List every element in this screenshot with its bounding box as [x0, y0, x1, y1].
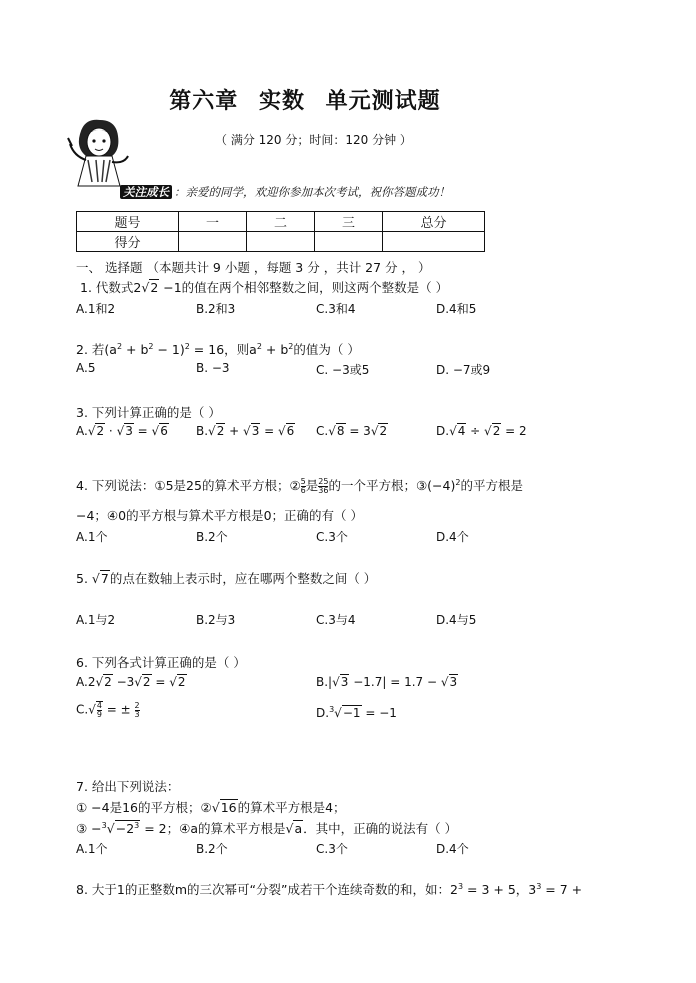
- question-3: 3. 下列计算正确的是（ ）: [76, 405, 221, 420]
- option-a: A.5: [76, 361, 96, 375]
- radicand: 2: [150, 280, 159, 295]
- opt-text: −1.7| = 1.7 −: [349, 675, 441, 689]
- score-input-cell[interactable]: [383, 232, 485, 252]
- radicand: 16: [220, 800, 237, 815]
- q-text: ① −4是16的平方根；②: [76, 800, 212, 815]
- option-b: B.2与3: [196, 613, 236, 627]
- title-part: 单元测试题: [325, 88, 441, 114]
- radicand: 3: [125, 424, 133, 438]
- q-text: ．其中，正确的说法有（ ）: [303, 821, 458, 836]
- opt-text: =: [151, 675, 170, 689]
- table-cell: 一: [179, 212, 247, 232]
- denominator: 9: [96, 710, 102, 719]
- q-text: 5.: [76, 571, 92, 586]
- radicand: 3: [449, 675, 458, 689]
- option-d: D.4个: [436, 842, 469, 856]
- slogan-tag: 关注成长: [120, 185, 172, 199]
- option-d: D.4个: [436, 530, 469, 544]
- table-row: [77, 212, 485, 232]
- option-c: C.3个: [316, 530, 348, 544]
- fraction: [96, 701, 103, 719]
- title-part: 实数: [258, 88, 305, 114]
- radicand: 2: [492, 424, 501, 438]
- question-4-line2: −4；④0的平方根与算术平方根是0；正确的有（ ）: [76, 508, 364, 523]
- q-text: 的平方根是: [460, 478, 523, 493]
- q-text: −1的值在两个相邻整数之间，则这两个整数是（ ）: [159, 280, 449, 295]
- option-d: D.4和5: [436, 302, 477, 316]
- q-text: ③ −: [76, 821, 102, 836]
- q-text: 的一个平方根；③(−4): [328, 478, 456, 493]
- radicand: 6: [286, 424, 295, 438]
- q-text: − 1): [153, 342, 185, 357]
- question-5: 5. √7的点在数轴上表示时，应在哪两个整数之间（ ）: [76, 571, 377, 586]
- q-text: 是: [305, 478, 319, 493]
- opt-text: = −1: [361, 706, 397, 720]
- question-2: 2. 若$(a^2 + b^2 - 1)^2 = 16$，则$a^2 + b^2$的值为（ ）: [76, 341, 360, 357]
- q-text: 的算术平方根是4；: [237, 800, 346, 815]
- option-b: B.2和3: [196, 302, 236, 316]
- radicand: 7: [100, 571, 109, 586]
- opt-text: D.: [436, 424, 450, 438]
- fraction: [135, 702, 140, 719]
- table-cell: 得分: [77, 232, 179, 252]
- option-c: C.√8 = 3√2: [316, 424, 388, 438]
- opt-text: ÷: [466, 424, 485, 438]
- radicand: 2: [216, 424, 225, 438]
- option-a: A.1个: [76, 530, 108, 544]
- opt-text: B.: [196, 424, 209, 438]
- option-b: B. −3: [196, 361, 230, 375]
- radicand: 2: [104, 675, 112, 689]
- radicand: −1: [342, 706, 361, 720]
- radicand: 2: [379, 424, 388, 438]
- q-text: = 2；④a的算术平方根是: [140, 821, 286, 836]
- question-4: 4. 下列说法：①5是25的算术平方根；② $\frac{5}{6}$ 是 $\frac{25}{36}$ 的一个平方根；$③(-4)^2$的平方根是: [76, 477, 523, 495]
- numerator: 25: [318, 477, 329, 486]
- table-cell: 总分: [383, 212, 485, 232]
- opt-text: D.: [316, 706, 330, 720]
- table-cell: 二: [247, 212, 315, 232]
- fraction: [318, 478, 328, 495]
- opt-text: = 2: [501, 424, 527, 438]
- q-text: 8. 大于1的正整数m的三次幂可“分裂”成若干个连续奇数的和，如：2: [76, 882, 458, 897]
- question-8: 8. 大于1的正整数m的三次幂可“分裂”成若干个连续奇数的和，如：$2^3 = 3 + 5$，$3^3 = 7$ +: [76, 881, 583, 897]
- q-text: 的点在数轴上表示时，应在哪两个整数之间（ ）: [109, 571, 377, 586]
- score-input-cell[interactable]: [315, 232, 383, 252]
- section-heading: 一、 选择题 （本题共计 9 小题 ，每题 3 分 ，共计 27 分 ， ）: [76, 260, 431, 275]
- option-c: C.3和4: [316, 302, 356, 316]
- table-cell: 题号: [77, 212, 179, 232]
- slogan: [120, 184, 450, 200]
- option-b: B.|√3 −1.7| = 1.7 − √3: [316, 675, 458, 689]
- option-d: D. −7或9: [436, 363, 491, 377]
- option-c: C. −3或5: [316, 363, 370, 377]
- option-a: A.1和2: [76, 302, 116, 316]
- option-c: C.√ $\frac{4}{9}$ = ± $\frac{2}{3}$: [76, 700, 140, 719]
- title-part: 第六章: [169, 88, 239, 114]
- question-7: 7. 给出下列说法：: [76, 779, 180, 794]
- radicand: 3: [340, 675, 349, 689]
- score-input-cell[interactable]: [179, 232, 247, 252]
- radicand: 2: [142, 675, 151, 689]
- student-cartoon-icon: [66, 116, 132, 192]
- q-text: 2. 若(a: [76, 342, 117, 357]
- root-index: 3: [329, 705, 335, 714]
- radicand-text: −2: [115, 821, 135, 836]
- question-7-line2: ③ $-^3√-2^3 = 2$；④a的算术平方根是√a．其中，正确的说法有（ ）: [76, 820, 458, 836]
- table-cell: 三: [315, 212, 383, 232]
- radicand: 3: [251, 424, 260, 438]
- denominator: 3: [134, 709, 140, 719]
- radicand: 2: [96, 424, 105, 438]
- opt-text: A.2: [76, 675, 96, 689]
- numerator: 5: [300, 477, 306, 486]
- option-a: A.2√2 −3√2 = √2: [76, 675, 186, 689]
- option-c: C.3个: [316, 842, 348, 856]
- q-text: = 3 + 5，3: [463, 882, 537, 897]
- question-1: 1. 代数式2√2 −1的值在两个相邻整数之间，则这两个整数是（ ）: [80, 280, 449, 295]
- opt-text: A.: [76, 424, 88, 438]
- option-b: B.2个: [196, 530, 228, 544]
- opt-text: ·: [105, 424, 117, 438]
- q-text: + b: [261, 342, 289, 357]
- radicand: 6: [160, 424, 168, 438]
- root-index: 3: [101, 820, 107, 830]
- radicand: 2: [177, 675, 186, 689]
- q-text: 的值为（ ）: [293, 342, 360, 357]
- option-b: B.2个: [196, 842, 228, 856]
- q-text: 4. 下列说法：①5是25的算术平方根；②: [76, 478, 301, 493]
- option-c: C.3与4: [316, 613, 356, 627]
- option-d: D.√4 ÷ √2 = 2: [436, 424, 527, 438]
- table-row: [77, 232, 485, 252]
- opt-text: C.: [76, 702, 89, 717]
- radicand: $-2^3$: [115, 820, 140, 836]
- option-a: A.1与2: [76, 613, 116, 627]
- page-title: [0, 84, 610, 115]
- option-a: A.1个: [76, 842, 108, 856]
- opt-text: B.|: [316, 675, 333, 689]
- opt-text: C.: [316, 424, 329, 438]
- opt-text: −3: [112, 675, 135, 689]
- radicand: 8: [336, 424, 345, 438]
- question-6: 6. 下列各式计算正确的是（ ）: [76, 655, 246, 670]
- option-d: D.$^3$√−1 = −1: [316, 705, 397, 720]
- q-text: = 7 +: [541, 882, 583, 897]
- radicand: a: [294, 821, 303, 836]
- numerator: 4: [96, 701, 102, 710]
- score-input-cell[interactable]: [247, 232, 315, 252]
- opt-text: = 3: [345, 424, 371, 438]
- score-table: [76, 211, 485, 252]
- q-text: 1. 代数式2: [80, 280, 142, 295]
- numerator: 2: [134, 700, 140, 710]
- opt-text: +: [225, 424, 244, 438]
- option-b: B.√2 + √3 = √6: [196, 424, 295, 438]
- option-d: D.4与5: [436, 613, 477, 627]
- opt-text: =: [133, 424, 152, 438]
- q-text: + b: [122, 342, 149, 357]
- option-a: A.√2 · √3 = √6: [76, 424, 168, 438]
- slogan-text: ：亲爱的同学，欢迎你参加本次考试，祝你答题成功！: [174, 185, 450, 199]
- exam-info: （ 满分 120 分；时间：120 分钟 ）: [215, 133, 412, 147]
- opt-text: =: [260, 424, 279, 438]
- q-text: = 16，则a: [189, 342, 257, 357]
- denominator: 36: [318, 486, 329, 495]
- denominator: 6: [300, 486, 306, 495]
- question-7-line1: ① −4是16的平方根；②√16的算术平方根是4；: [76, 800, 346, 815]
- opt-text: = ±: [102, 702, 135, 717]
- radicand: 4: [457, 424, 466, 438]
